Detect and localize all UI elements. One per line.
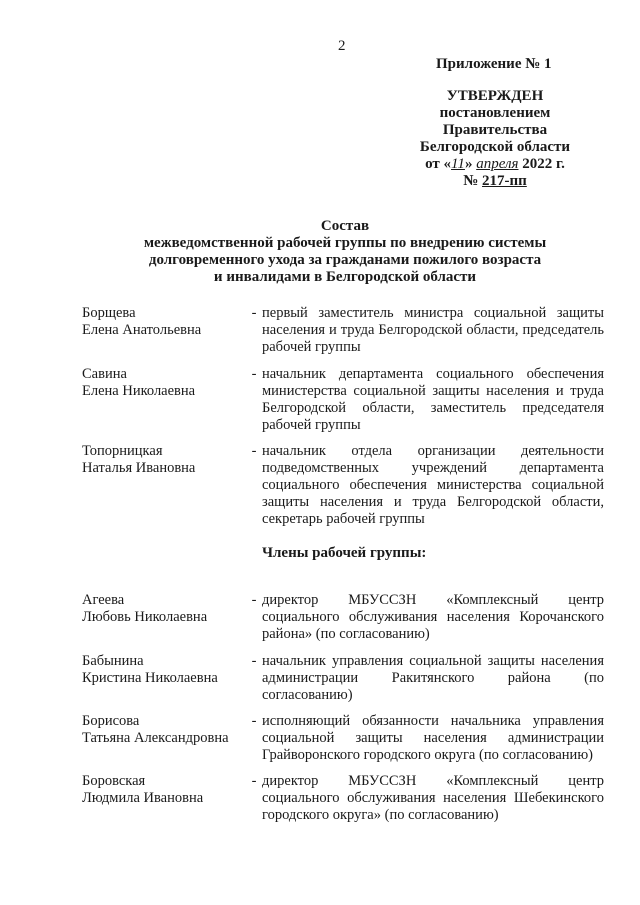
approval-date <box>390 156 600 173</box>
approval-decree: постановлением Правительства <box>439 105 551 138</box>
member-entry <box>82 773 604 824</box>
leader-entry <box>82 305 604 356</box>
title-line-2: межведомственной рабочей группы по внедрению системы <box>143 235 547 251</box>
entry-dash: - <box>251 773 257 789</box>
title-line-4: и инвалидами в Белгородской области <box>213 269 477 285</box>
member-entry <box>82 653 604 704</box>
title-line-3: долговременного ухода за гражданами пожилого возраста <box>148 252 542 268</box>
number-value: 217-пп <box>482 173 527 189</box>
person-name <box>82 592 246 643</box>
appendix-label: Приложение № 1 <box>436 56 552 72</box>
member-entry <box>82 592 604 643</box>
entry-dash: - <box>251 653 257 669</box>
person-surname: Борисова <box>82 713 140 729</box>
date-year: 2022 г. <box>522 156 565 172</box>
person-name <box>82 653 246 704</box>
page-number: 2 <box>338 38 346 54</box>
document-title <box>80 218 610 286</box>
person-name <box>82 773 246 824</box>
person-name <box>82 366 246 434</box>
person-role: исполняющий обязанности начальника управления социальной защиты населения администрации Грайворонского городского округа (по согласованию) <box>262 713 604 763</box>
person-given-name: Елена Анатольевна <box>82 322 202 338</box>
approval-heading: УТВЕРЖДЕН <box>446 88 544 104</box>
person-role: начальник департамента социального обеспечения министерства социальной защиты населения и труда Белгородской области, заместитель председателя рабочей группы <box>262 366 604 433</box>
person-name <box>82 713 246 764</box>
approval-block <box>390 88 600 190</box>
person-name <box>82 443 246 528</box>
person-given-name: Татьяна Александровна <box>82 730 229 746</box>
entry-dash: - <box>251 592 257 608</box>
person-given-name: Людмила Ивановна <box>82 790 204 806</box>
person-surname: Савина <box>82 366 127 382</box>
person-surname: Боровская <box>82 773 146 789</box>
date-day: 11 <box>451 156 465 172</box>
person-role: директор МБУССЗН «Комплексный центр социального обслуживания населения Шебекинского городского округа» (по согласованию) <box>262 773 604 823</box>
person-given-name: Наталья Ивановна <box>82 460 196 476</box>
approval-number <box>390 173 600 190</box>
leader-entry <box>82 443 604 528</box>
leader-entry <box>82 366 604 434</box>
person-surname: Бабынина <box>82 653 144 669</box>
approval-region: Белгородской области <box>419 139 571 155</box>
person-surname: Агеева <box>82 592 125 608</box>
person-given-name: Любовь Николаевна <box>82 609 208 625</box>
person-surname: Топорницкая <box>82 443 163 459</box>
person-surname: Борщева <box>82 305 136 321</box>
person-role: директор МБУССЗН «Комплексный центр социального обслуживания населения Корочанского района» (по согласованию) <box>262 592 604 642</box>
date-mid: » <box>464 156 473 172</box>
entry-dash: - <box>251 366 257 382</box>
entry-dash: - <box>251 713 257 729</box>
members-heading: Члены рабочей группы: <box>262 545 427 561</box>
entry-dash: - <box>251 443 257 459</box>
member-entry <box>82 713 604 764</box>
entry-dash: - <box>251 305 257 321</box>
number-prefix: № <box>463 173 479 189</box>
date-prefix: от « <box>425 156 452 172</box>
person-name <box>82 305 246 356</box>
date-month: апреля <box>476 156 519 172</box>
person-role: начальник управления социальной защиты населения администрации Ракитянского района (по согласованию) <box>262 653 604 703</box>
person-role: начальник отдела организации деятельности подведомственных учреждений департамента социального обеспечения министерства социальной защиты населения и труда Белгородской области, секретарь рабочей группы <box>262 443 604 527</box>
person-given-name: Елена Николаевна <box>82 383 196 399</box>
person-given-name: Кристина Николаевна <box>82 670 218 686</box>
title-line-1: Состав <box>320 218 370 234</box>
person-role: первый заместитель министра социальной защиты населения и труда Белгородской области, председатель рабочей группы <box>262 305 604 355</box>
